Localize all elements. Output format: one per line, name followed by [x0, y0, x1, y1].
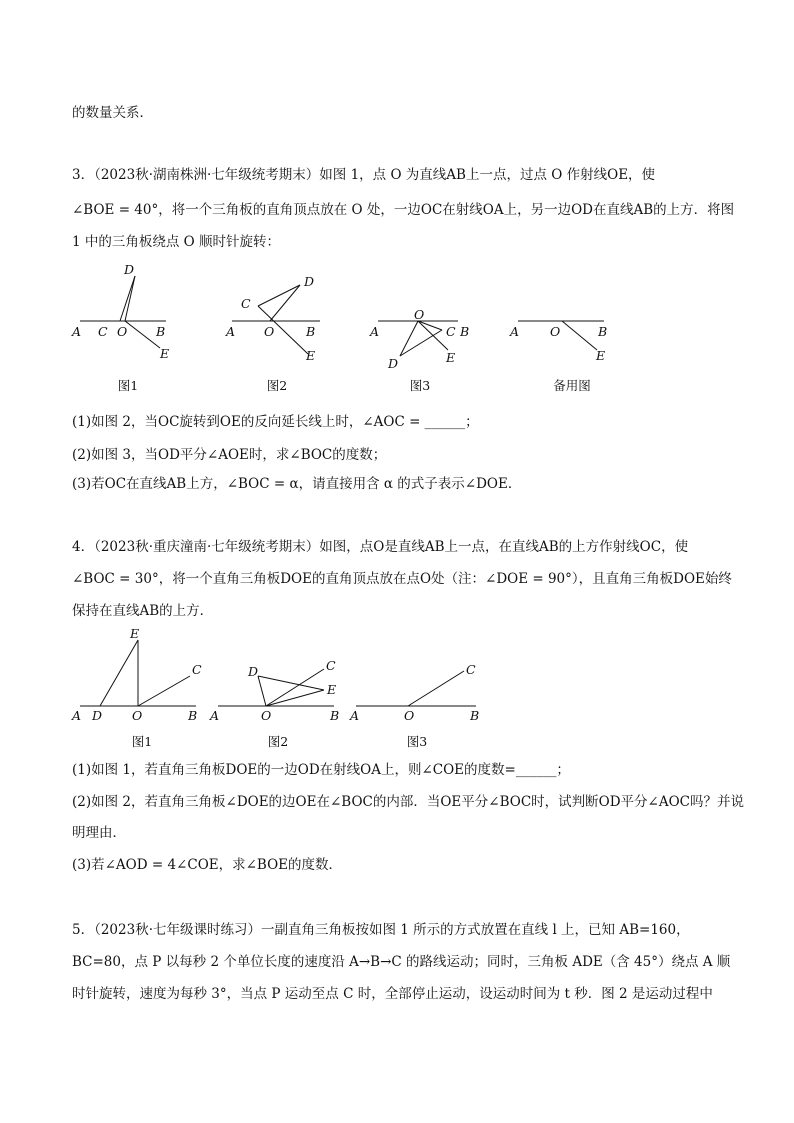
- label-O: O: [414, 307, 425, 322]
- q3-fig3: [369, 307, 469, 371]
- label-C: C: [466, 662, 476, 677]
- label-E: E: [160, 346, 170, 361]
- q5-stem-line-1: 5．（2023秋·七年级课时练习）一副直角三角板按如图 1 所示的方式放置在直线 l 上，已知 AB=160，: [72, 922, 690, 938]
- q4-stem-line-1: 4．（2023秋·重庆潼南·七年级统考期末）如图，点O是直线AB上一点，在直线AB的上方作射线OC，使: [72, 539, 689, 555]
- q3-caption-spare: 备用图: [553, 378, 591, 393]
- label-C: C: [98, 324, 108, 339]
- label-B: B: [470, 708, 480, 723]
- label-E: E: [327, 682, 337, 697]
- label-D: D: [388, 356, 399, 371]
- q4-caption-fig3: 图3: [406, 734, 428, 749]
- label-A: A: [72, 708, 82, 723]
- label-D: D: [248, 664, 259, 679]
- q4-stem-line-2: ∠BOC = 30°，将一个直角三角板DOE的直角顶点放在点O处（注：∠DOE = 90°），且直角三角板DOE始终: [72, 571, 732, 587]
- label-C: C: [241, 296, 251, 311]
- label-C: C: [446, 324, 456, 339]
- q3-fig2: [225, 274, 320, 363]
- label-D: D: [304, 274, 315, 289]
- label-O: O: [264, 324, 275, 339]
- label-O: O: [132, 708, 143, 723]
- label-E: E: [446, 350, 456, 365]
- q4-stem-line-3: 保持在直线AB的上方．: [72, 603, 214, 619]
- label-E: E: [130, 626, 140, 641]
- q3-caption-fig2: 图2: [266, 378, 288, 393]
- q4-part-1: (1)如图 1，若直角三角板DOE的一边OD在射线OA上，则∠COE的度数=______；: [72, 762, 570, 778]
- q3-fig1: [71, 262, 169, 361]
- label-B: B: [598, 324, 608, 339]
- label-B: B: [460, 324, 470, 339]
- label-C: C: [192, 662, 202, 677]
- label-O: O: [261, 708, 272, 723]
- q4-part-3: (3)若∠AOD = 4∠COE，求∠BOE的度数．: [72, 857, 343, 873]
- q4-fig1: [71, 626, 202, 723]
- q3-stem-line-1: 3．（2023秋·湖南株洲·七年级统考期末）如图 1，点 O 为直线AB上一点，过点 O 作射线OE，使: [72, 167, 656, 183]
- text-line-continuation: 的数量关系．: [72, 105, 153, 121]
- q3-spare-fig: [509, 321, 607, 363]
- q4-figures: [60, 624, 500, 724]
- q4-caption-fig2: 图2: [267, 734, 289, 749]
- label-O: O: [117, 324, 128, 339]
- label-A: A: [350, 708, 360, 723]
- q3-stem-line-2: ∠BOE = 40°，将一个三角板的直角顶点放在 O 处，一边OC在射线OA上，另一边OD在直线AB的上方．将图: [72, 202, 735, 218]
- label-B: B: [306, 324, 316, 339]
- q3-part-3: (3)若OC在直线AB上方，∠BOC = α，请直接用含 α 的式子表示∠DOE．: [72, 476, 522, 492]
- label-D: D: [124, 262, 135, 277]
- q3-stem-line-3: 1 中的三角板绕点 O 顺时针旋转：: [72, 234, 281, 250]
- q3-part-1: (1)如图 2，当OC旋转到OE的反向延长线上时，∠AOC = ______；: [72, 414, 479, 430]
- q5-stem-line-3: 时针旋转，速度为每秒 3°，当点 P 运动至点 C 时，全部停止运动，设运动时间为 t 秒．图 2 是运动过程中: [72, 986, 713, 1002]
- q4-caption-fig1: 图1: [131, 734, 153, 749]
- label-B: B: [188, 708, 198, 723]
- q3-figures: [60, 258, 640, 373]
- q4-fig2: [209, 658, 339, 723]
- q4-part-2-line-2: 明理由．: [72, 825, 126, 841]
- label-C: C: [326, 658, 336, 673]
- label-E: E: [306, 348, 316, 363]
- q3-caption-fig3: 图3: [409, 378, 431, 393]
- label-B: B: [330, 708, 340, 723]
- label-B: B: [156, 324, 166, 339]
- label-A: A: [226, 324, 236, 339]
- q3-part-2: (2)如图 3，当OD平分∠AOE时，求∠BOC的度数；: [72, 447, 387, 463]
- label-A: A: [210, 708, 220, 723]
- label-A: A: [72, 324, 82, 339]
- label-E: E: [596, 348, 606, 363]
- q5-stem-line-2: BC=80，点 P 以每秒 2 个单位长度的速度沿 A→B→C 的路线运动；同时，三角板 ADE（含 45°）绕点 A 顺: [72, 954, 731, 970]
- label-D: D: [92, 708, 103, 723]
- q4-fig3: [349, 662, 479, 723]
- q4-part-2-line-1: (2)如图 2，若直角三角板∠DOE的边OE在∠BOC的内部．当OE平分∠BOC时，试判断OD平分∠AOC吗？并说: [72, 794, 745, 810]
- label-A: A: [510, 324, 520, 339]
- label-O: O: [404, 708, 415, 723]
- label-O: O: [550, 324, 561, 339]
- q3-caption-fig1: 图1: [117, 378, 139, 393]
- label-A: A: [370, 324, 380, 339]
